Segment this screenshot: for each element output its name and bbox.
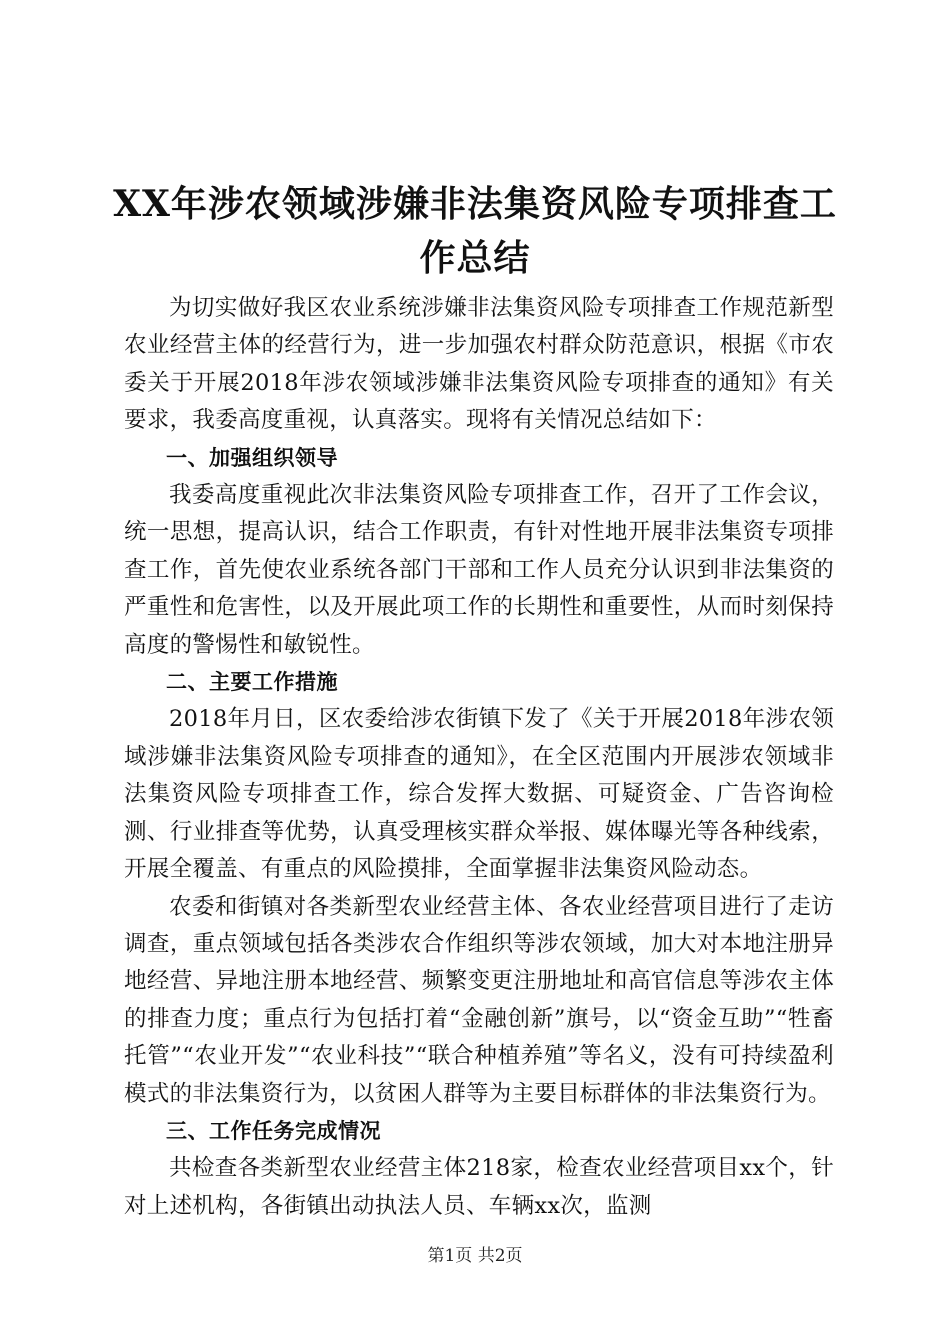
intro-paragraph: 为切实做好我区农业系统涉嫌非法集资风险专项排查工作规范新型农业经营主体的经营行为，进一步加强农村群众防范意识，根据《市农委关于开展2018年涉农领域涉嫌非法集资风险专项排查的通知》有关要求，我委高度重视，认真落实。现将有关情况总结如下： (124, 295, 834, 434)
section-3-paragraph-1: 共检查各类新型农业经营主体218家，检查农业经营项目xx个，针对上述机构，各街镇出动执法人员、车辆xx次，监测 (124, 1155, 834, 1219)
document-title-line1: XX年涉农领域涉嫌非法集资风险专项排查工 (113, 183, 837, 225)
document-title-line2: 作总结 (419, 237, 531, 279)
document-body (124, 290, 834, 1225)
section-1-paragraph-1: 我委高度重视此次非法集资风险专项排查工作，召开了工作会议，统一思想，提高认识，结合工作职责，有针对性地开展非法集资专项排查工作，首先使农业系统各部门干部和工作人员充分认识到非法集资的严重性和危害性，以及开展此项工作的长期性和重要性，从而时刻保持高度的警惕性和敏锐性。 (124, 482, 834, 658)
section-2-paragraph-2: 农委和街镇对各类新型农业经营主体、各农业经营项目进行了走访调查，重点领域包括各类涉农合作组织等涉农领域，加大对本地注册异地经营、异地注册本地经营、频繁变更注册地址和高官信息等涉农主体的排查力度；重点行为包括打着“金融创新”旗号，以“资金互助”“牲畜托管”“农业开发”“农业科技”“联合种植养殖”等名义，没有可持续盈利模式的非法集资行为，以贫困人群等为主要目标群体的非法集资行为。 (124, 893, 834, 1107)
page-footer: 第1页 共2页 (427, 1246, 523, 1266)
section-heading-2: 二、主要工作措施 (166, 670, 338, 695)
section-2-paragraph-1: 2018年月日，区农委给涉农街镇下发了《关于开展2018年涉农领域涉嫌非法集资风险专项排查的通知》，在全区范围内开展涉农领域非法集资风险专项排查工作，综合发挥大数据、可疑资金、广告咨询检测、行业排查等优势，认真受理核实群众举报、媒体曝光等各种线索，开展全覆盖、有重点的风险摸排，全面掌握非法集资风险动态。 (124, 706, 834, 883)
section-heading-3: 三、工作任务完成情况 (166, 1118, 381, 1143)
section-heading-1: 一、加强组织领导 (166, 445, 338, 470)
